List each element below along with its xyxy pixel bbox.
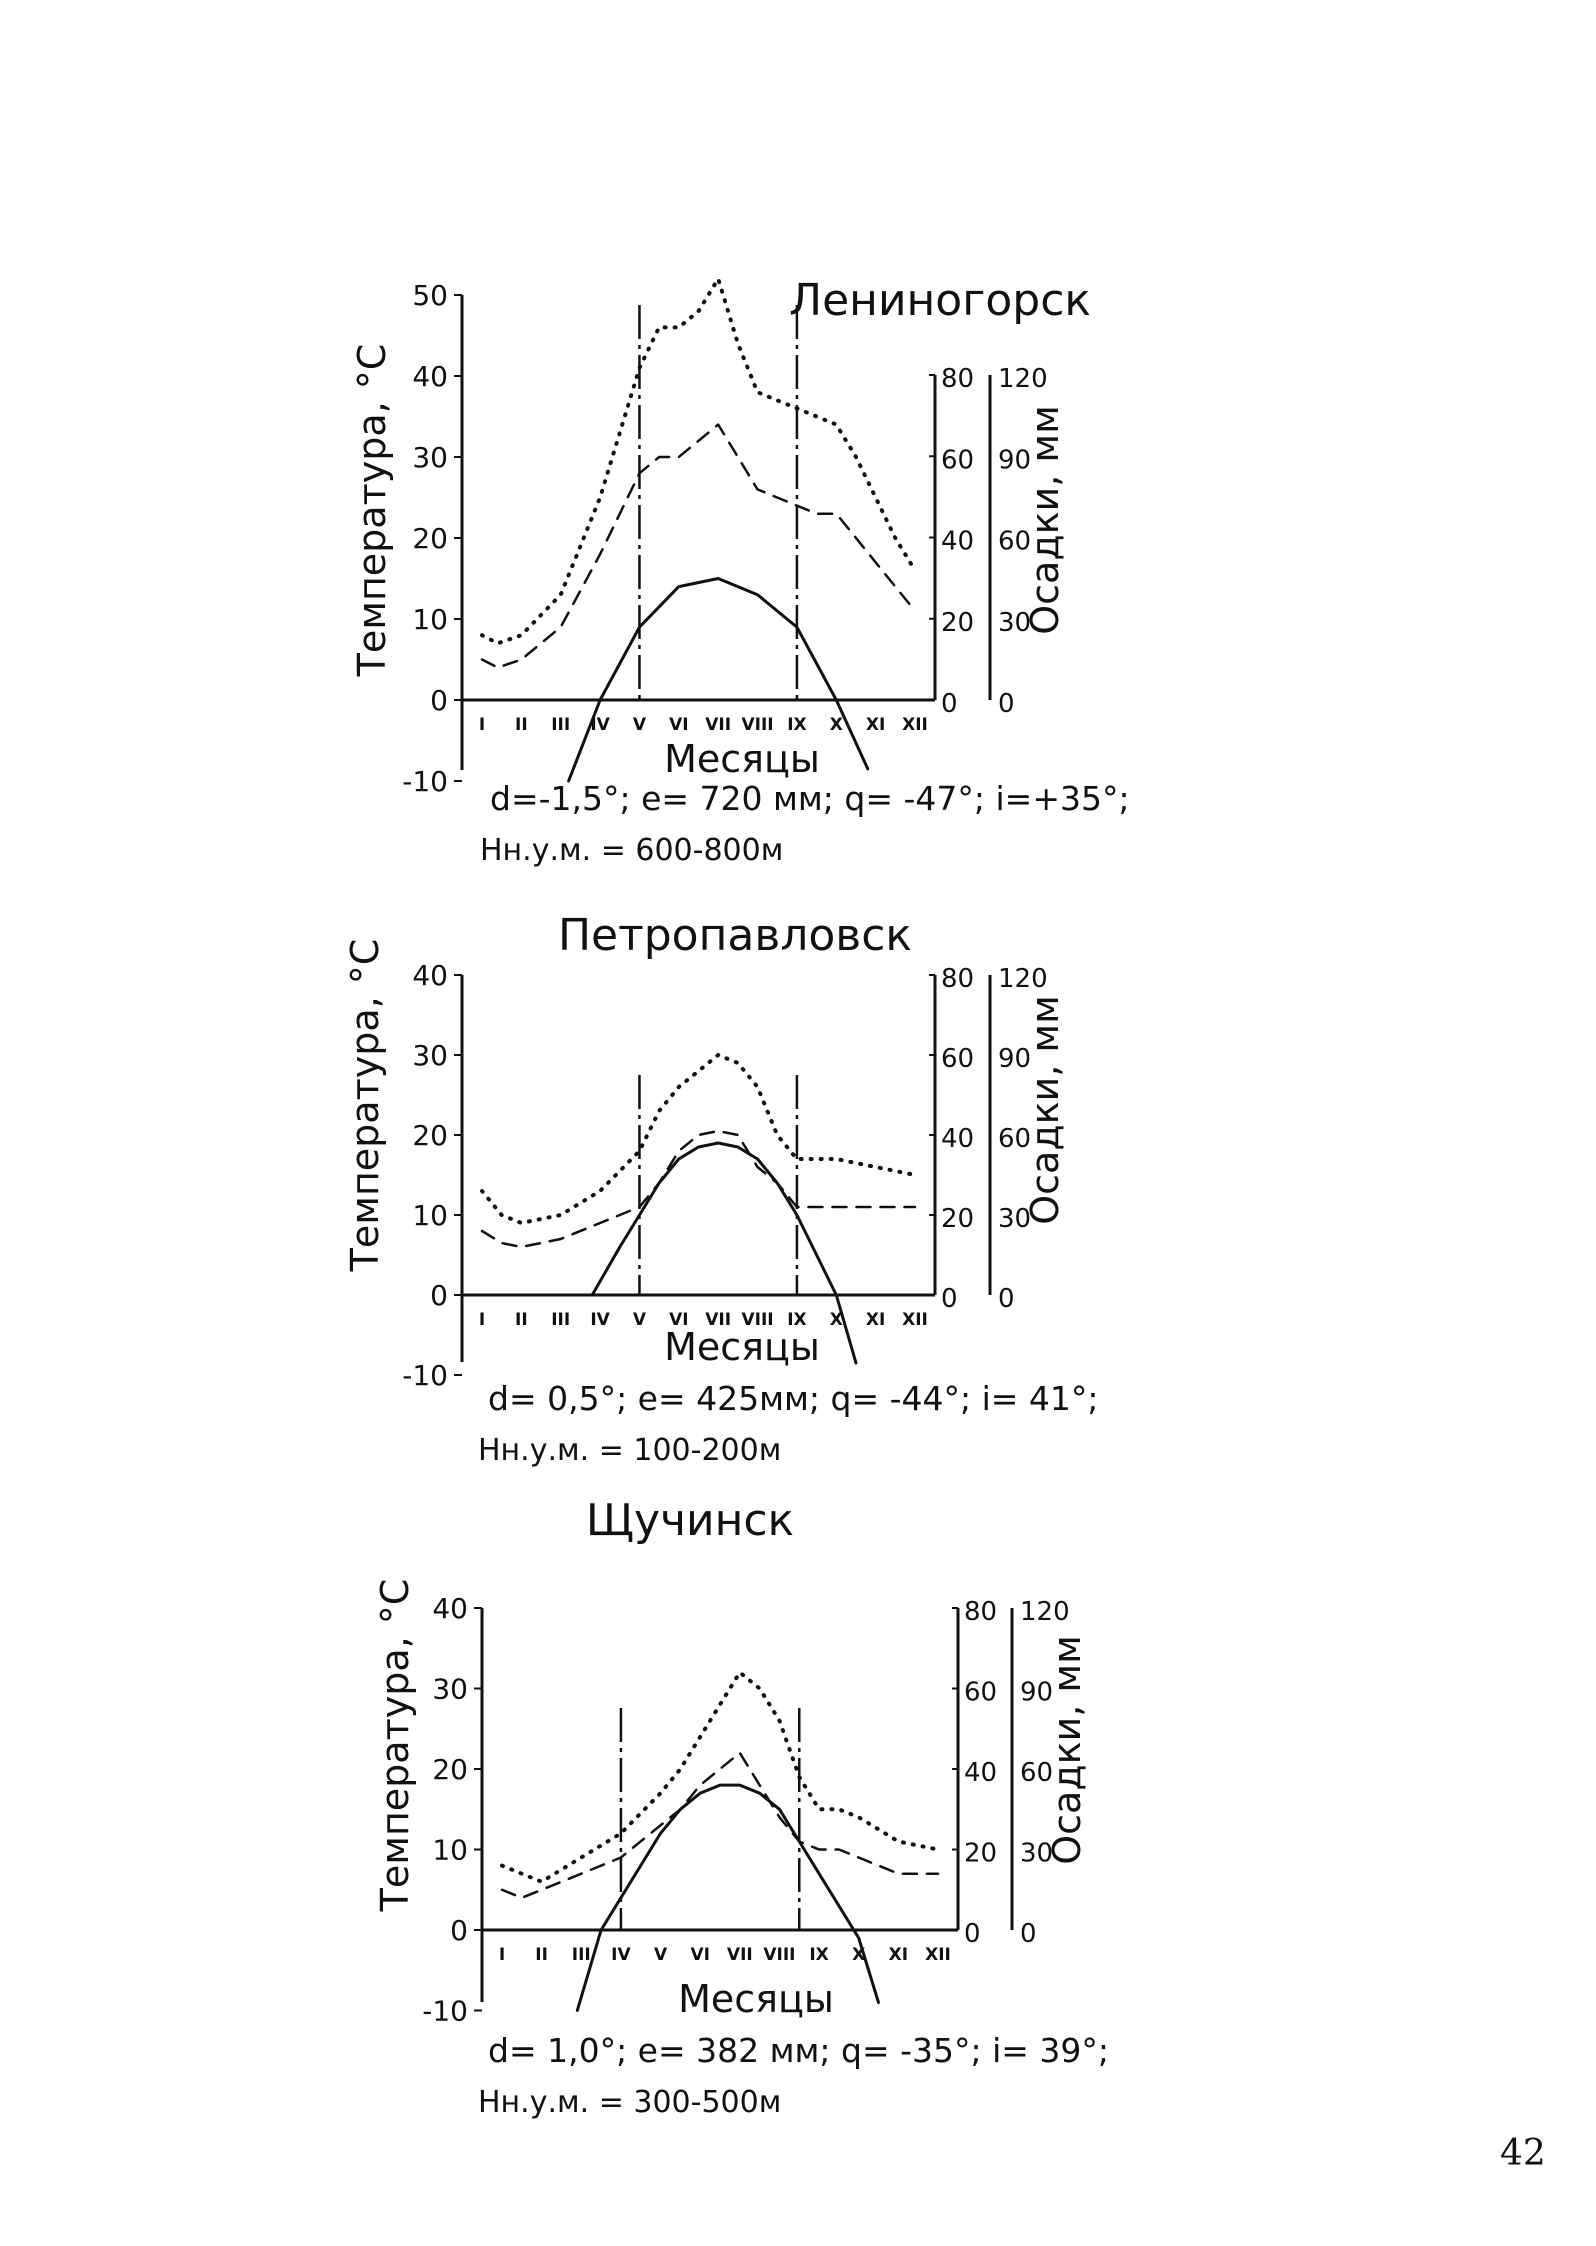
precip-tick-label-a: 40 — [941, 1124, 975, 1154]
temp-tick-label: 0 — [430, 684, 448, 717]
month-tick-label: XI — [888, 1945, 909, 1965]
caption-elevation: Нн.у.м. = 100-200м — [478, 1433, 782, 1468]
precip-tick-label-b: 60 — [1020, 1758, 1054, 1788]
series-dotted-line — [482, 279, 915, 644]
temp-tick-label: 30 — [412, 1039, 448, 1072]
series-dashed-line — [502, 1753, 938, 1898]
precip-tick-label-b: 0 — [1020, 1919, 1037, 1949]
chart-leninogorsk — [350, 275, 1130, 868]
chart-shchuchinsk — [373, 1495, 1109, 2120]
month-tick-label: VIII — [741, 715, 774, 735]
temp-tick-label: 50 — [412, 279, 448, 312]
month-tick-label: V — [632, 715, 647, 735]
month-tick-label: III — [571, 1945, 591, 1965]
month-tick-label: VII — [705, 1310, 732, 1330]
precip-tick-label-a: 60 — [941, 1044, 975, 1074]
month-tick-label: I — [478, 1310, 486, 1330]
precip-tick-label-a: 80 — [941, 364, 975, 394]
month-axis-label: Месяцы — [678, 1977, 834, 2021]
month-tick-label: II — [515, 1310, 528, 1330]
temperature-axis-label: Температура, °С — [350, 343, 394, 677]
caption-climate-params: d= 0,5°; e= 425мм; q= -44°; i= 41°; — [488, 1379, 1099, 1418]
month-tick-label: XII — [925, 1945, 951, 1965]
precip-tick-label-b: 90 — [998, 1044, 1032, 1074]
month-tick-label: IV — [590, 1310, 610, 1330]
temp-tick-label: 40 — [432, 1592, 468, 1625]
precip-tick-label-b: 30 — [1020, 1838, 1054, 1869]
month-tick-label: IX — [787, 1310, 807, 1330]
temperature-axis-label: Температура, °С — [373, 1578, 417, 1912]
precip-tick-label-b: 120 — [1020, 1597, 1070, 1627]
caption-climate-params: d=-1,5°; e= 720 мм; q= -47°; i=+35°; — [490, 779, 1130, 818]
temp-tick-label: 0 — [450, 1914, 468, 1947]
month-tick-label: VIII — [741, 1310, 774, 1330]
month-tick-label: XI — [865, 715, 886, 735]
month-tick-label: VII — [726, 1945, 753, 1965]
precip-tick-label-b: 60 — [998, 1124, 1032, 1154]
month-tick-label: VI — [690, 1945, 710, 1965]
temp-tick-label: 20 — [432, 1753, 468, 1786]
precip-tick-label-a: 20 — [964, 1838, 998, 1869]
month-tick-label: II — [515, 715, 528, 735]
month-tick-label: XII — [902, 1310, 928, 1330]
month-tick-label: X — [829, 715, 843, 735]
caption-elevation: Нн.у.м. = 300-500м — [478, 2085, 782, 2120]
month-tick-label: IV — [611, 1945, 631, 1965]
month-tick-label: IX — [787, 715, 807, 735]
temp-tick-label: -10 — [402, 1359, 448, 1392]
temp-tick-label: 10 — [412, 1199, 448, 1232]
temp-tick-label: -10 — [402, 765, 448, 798]
temperature-axis-label: Температура, °С — [343, 938, 387, 1272]
precip-tick-label-a: 60 — [941, 445, 975, 476]
series-dotted-line — [502, 1672, 938, 1881]
month-tick-label: VI — [669, 715, 689, 735]
caption-elevation: Нн.у.м. = 600-800м — [480, 833, 784, 868]
series-dotted-line — [482, 1055, 915, 1223]
temp-tick-label: 0 — [430, 1279, 448, 1312]
temp-tick-label: 20 — [412, 1119, 448, 1152]
precip-tick-label-a: 0 — [941, 689, 958, 719]
precipitation-axis-label: Осадки, мм — [1023, 995, 1067, 1225]
precipitation-axis-label: Осадки, мм — [1023, 405, 1067, 635]
chart-title: Лениногорск — [789, 275, 1091, 326]
temp-tick-label: 30 — [432, 1672, 468, 1706]
month-tick-label: XII — [902, 715, 928, 735]
month-tick-label: V — [653, 1945, 668, 1965]
month-tick-label: X — [852, 1945, 866, 1965]
precip-tick-label-b: 120 — [998, 964, 1048, 994]
caption-climate-params: d= 1,0°; e= 382 мм; q= -35°; i= 39°; — [488, 2031, 1110, 2070]
precip-tick-label-b: 60 — [998, 526, 1032, 557]
precip-tick-label-b: 30 — [998, 1204, 1032, 1234]
month-tick-label: VIII — [763, 1945, 796, 1965]
month-tick-label: I — [498, 1945, 506, 1965]
month-tick-label: IX — [809, 1945, 829, 1965]
month-axis-label: Месяцы — [664, 1325, 820, 1369]
precip-tick-label-a: 40 — [941, 526, 975, 557]
chart-title: Щучинск — [585, 1495, 795, 1546]
temp-tick-label: 40 — [412, 360, 448, 393]
month-tick-label: V — [632, 1310, 647, 1330]
precip-tick-label-a: 80 — [964, 1597, 998, 1627]
temp-tick-label: -10 — [422, 1994, 468, 2028]
month-tick-label: II — [535, 1945, 548, 1965]
month-tick-label: X — [829, 1310, 843, 1330]
temp-tick-label: 20 — [412, 522, 448, 555]
month-tick-label: IV — [590, 715, 610, 735]
precip-tick-label-b: 90 — [998, 445, 1032, 476]
precip-tick-label-a: 0 — [964, 1919, 981, 1949]
temp-tick-label: 30 — [412, 441, 448, 474]
month-tick-label: VII — [705, 715, 732, 735]
precip-tick-label-b: 120 — [998, 364, 1048, 394]
precip-tick-label-a: 0 — [941, 1284, 958, 1314]
precip-tick-label-a: 20 — [941, 607, 975, 638]
month-tick-label: XI — [865, 1310, 886, 1330]
precip-tick-label-a: 20 — [941, 1204, 975, 1234]
temp-tick-label: 10 — [432, 1833, 468, 1867]
page-number: 42 — [1500, 2133, 1546, 2174]
precipitation-axis-label: Осадки, мм — [1045, 1635, 1089, 1865]
precip-tick-label-b: 30 — [998, 607, 1032, 638]
temp-tick-label: 40 — [412, 959, 448, 992]
precip-tick-label-b: 0 — [998, 689, 1015, 719]
temp-tick-label: 10 — [412, 603, 448, 636]
series-dashed-line — [482, 425, 915, 668]
month-tick-label: III — [551, 1310, 571, 1330]
month-tick-label: III — [551, 715, 571, 735]
precip-tick-label-a: 40 — [964, 1758, 998, 1788]
precip-tick-label-a: 60 — [964, 1677, 998, 1708]
chart-petropavlovsk — [343, 910, 1099, 1468]
month-tick-label: VI — [669, 1310, 689, 1330]
precip-tick-label-b: 0 — [998, 1284, 1015, 1314]
precip-tick-label-a: 80 — [941, 964, 975, 994]
precip-tick-label-b: 90 — [1020, 1677, 1054, 1708]
month-axis-label: Месяцы — [664, 737, 820, 781]
chart-title: Петропавловск — [557, 910, 913, 961]
month-tick-label: I — [478, 715, 486, 735]
